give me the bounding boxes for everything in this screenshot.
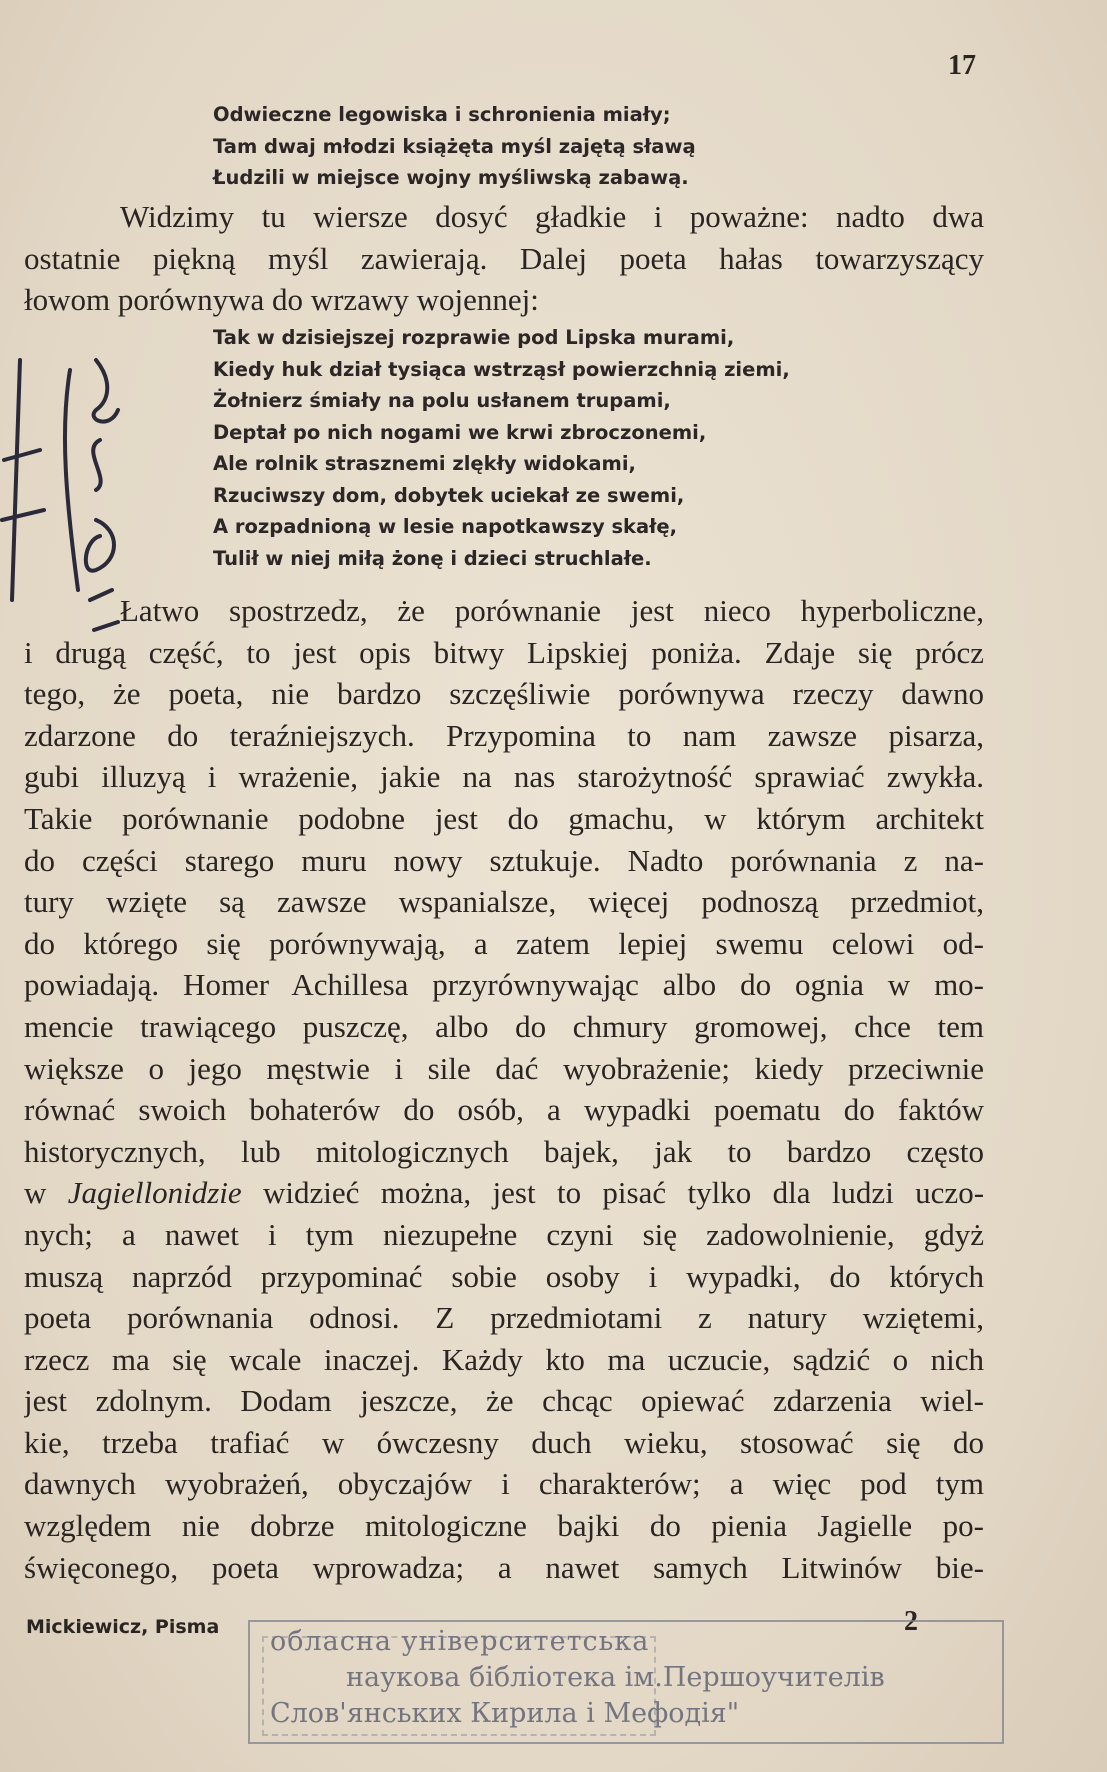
verse-line: Tulił w niej miłą żonę i dzieci struchlałe. bbox=[213, 546, 652, 570]
signature-number: 2 bbox=[904, 1606, 918, 1637]
prose-word: w bbox=[24, 1175, 47, 1211]
prose-line: gubi illuzyą i wrażenie, jakie na nas starożytność sprawiać zwykła. bbox=[24, 759, 984, 795]
library-stamp bbox=[248, 1620, 1004, 1744]
prose-line: Łatwo spostrzedz, że porównanie jest nieco hyperboliczne, bbox=[120, 593, 984, 628]
verse-line: Rzuciwszy dom, dobytek uciekał ze swemi, bbox=[213, 483, 685, 507]
prose-line-rest: widzieć można, jest to pisać tylko dla ludzi uczo- bbox=[263, 1175, 984, 1211]
verse-line: A rozpadnioną w lesie napotkawszy skałę, bbox=[213, 515, 678, 538]
prose-line: święconego, poeta wprowadza; a nawet samych Litwinów bie- bbox=[24, 1549, 984, 1585]
handwritten-margin-note bbox=[0, 340, 130, 660]
prose-line: względem nie dobrze mitologiczne bajki do pienia Jagielle po- bbox=[24, 1508, 984, 1544]
verse-block-2 bbox=[213, 322, 790, 574]
verse-line: Tak w dzisiejszej rozprawie pod Lipska murami, bbox=[213, 326, 735, 349]
prose-line: do części starego muru nowy sztukuje. Nadto porównania z na- bbox=[24, 842, 984, 878]
prose-line: kie, trzeba trafiać w ówczesny duch wieku, stosować się do bbox=[24, 1424, 984, 1460]
prose-line: dawnych wyobrażeń, obyczajów i charakterów; a więc pod tym bbox=[24, 1466, 984, 1502]
verse-line: Tam dwaj młodzi książęta myśl zajętą sławą bbox=[213, 134, 696, 158]
prose-line: muszą naprzód przypominać sobie osoby i wypadki, do których bbox=[24, 1258, 984, 1294]
prose-line: Takie porównanie podobne jest do gmachu, w którym architekt bbox=[24, 800, 984, 836]
prose-line: tego, że poeta, nie bardzo szczęśliwie porównywa rzeczy dawno bbox=[24, 676, 984, 712]
prose-line: ostatnie piękną myśl zawierają. Dalej poeta hałas towarzyszący bbox=[24, 240, 984, 276]
stamp-line-2: наукова бібліотека ім.Першоучителів bbox=[346, 1662, 885, 1693]
italic-title: Jagiellonidzie bbox=[67, 1175, 242, 1211]
verse-line: Ale rolnik strasznemi zlękły widokami, bbox=[213, 452, 636, 475]
prose-line: tury wzięte są zawsze wspanialsze, więcej podnoszą przedmiot, bbox=[24, 884, 984, 920]
verse-line: Żołnierz śmiały na polu usłanem trupami, bbox=[213, 389, 671, 412]
prose-line-with-italic bbox=[24, 1172, 984, 1214]
prose-line: zdarzone do teraźniejszych. Przypomina to nam zawsze pisarza, bbox=[24, 717, 984, 753]
prose-line: większe o jego męstwie i sile dać wyobrażenie; kiedy przeciwnie bbox=[24, 1050, 984, 1086]
prose-line: Widzimy tu wiersze dosyć gładkie i poważne: nadto dwa bbox=[120, 199, 984, 234]
prose-paragraph-1 bbox=[24, 196, 984, 321]
verse-line: Łudzili w miejsce wojny myśliwską zabawą. bbox=[213, 166, 689, 189]
stamp-line-1: обласна університетська bbox=[270, 1626, 650, 1657]
verse-line: Kiedy huk dział tysiąca wstrząsł powierzchnią ziemi, bbox=[213, 357, 790, 381]
prose-line: do którego się porównywają, a zatem lepiej swemu celowi od- bbox=[24, 925, 984, 961]
footer-signature: Mickiewicz, Pisma bbox=[26, 1616, 220, 1638]
prose-line: łowom porównywa do wrzawy wojennej: bbox=[24, 282, 539, 318]
page-number: 17 bbox=[948, 50, 976, 81]
prose-line: i drugą część, to jest opis bitwy Lipskiej poniża. Zdaje się prócz bbox=[24, 634, 984, 670]
prose-line: mencie trawiącego puszczę, albo do chmury gromowej, chce tem bbox=[24, 1008, 984, 1044]
stamp-line-3: Слов'янських Кирила і Мефодія" bbox=[270, 1698, 740, 1729]
prose-line: równać swoich bohaterów do osób, a wypadki poematu do faktów bbox=[24, 1092, 984, 1128]
verse-line: Deptał po nich nogami we krwi zbroczonemi, bbox=[213, 420, 707, 444]
verse-block-1 bbox=[213, 99, 696, 194]
prose-paragraph-2 bbox=[24, 590, 984, 1588]
prose-line: historycznych, lub mitologicznych bajek, jak to bardzo często bbox=[24, 1133, 984, 1169]
prose-line: rzecz ma się wcale inaczej. Każdy kto ma uczucie, sądzić o nich bbox=[24, 1341, 984, 1377]
prose-line: nych; a nawet i tym niezupełne czyni się zadowolnienie, gdyż bbox=[24, 1216, 984, 1252]
prose-line: poeta porównania odnosi. Z przedmiotami z natury wziętemi, bbox=[24, 1300, 984, 1336]
verse-line: Odwieczne legowiska i schronienia miały; bbox=[213, 103, 671, 126]
prose-line: jest zdolnym. Dodam jeszcze, że chcąc opiewać zdarzenia wiel- bbox=[24, 1383, 984, 1419]
prose-line: powiadają. Homer Achillesa przyrównywając albo do ognia w mo- bbox=[24, 967, 984, 1003]
